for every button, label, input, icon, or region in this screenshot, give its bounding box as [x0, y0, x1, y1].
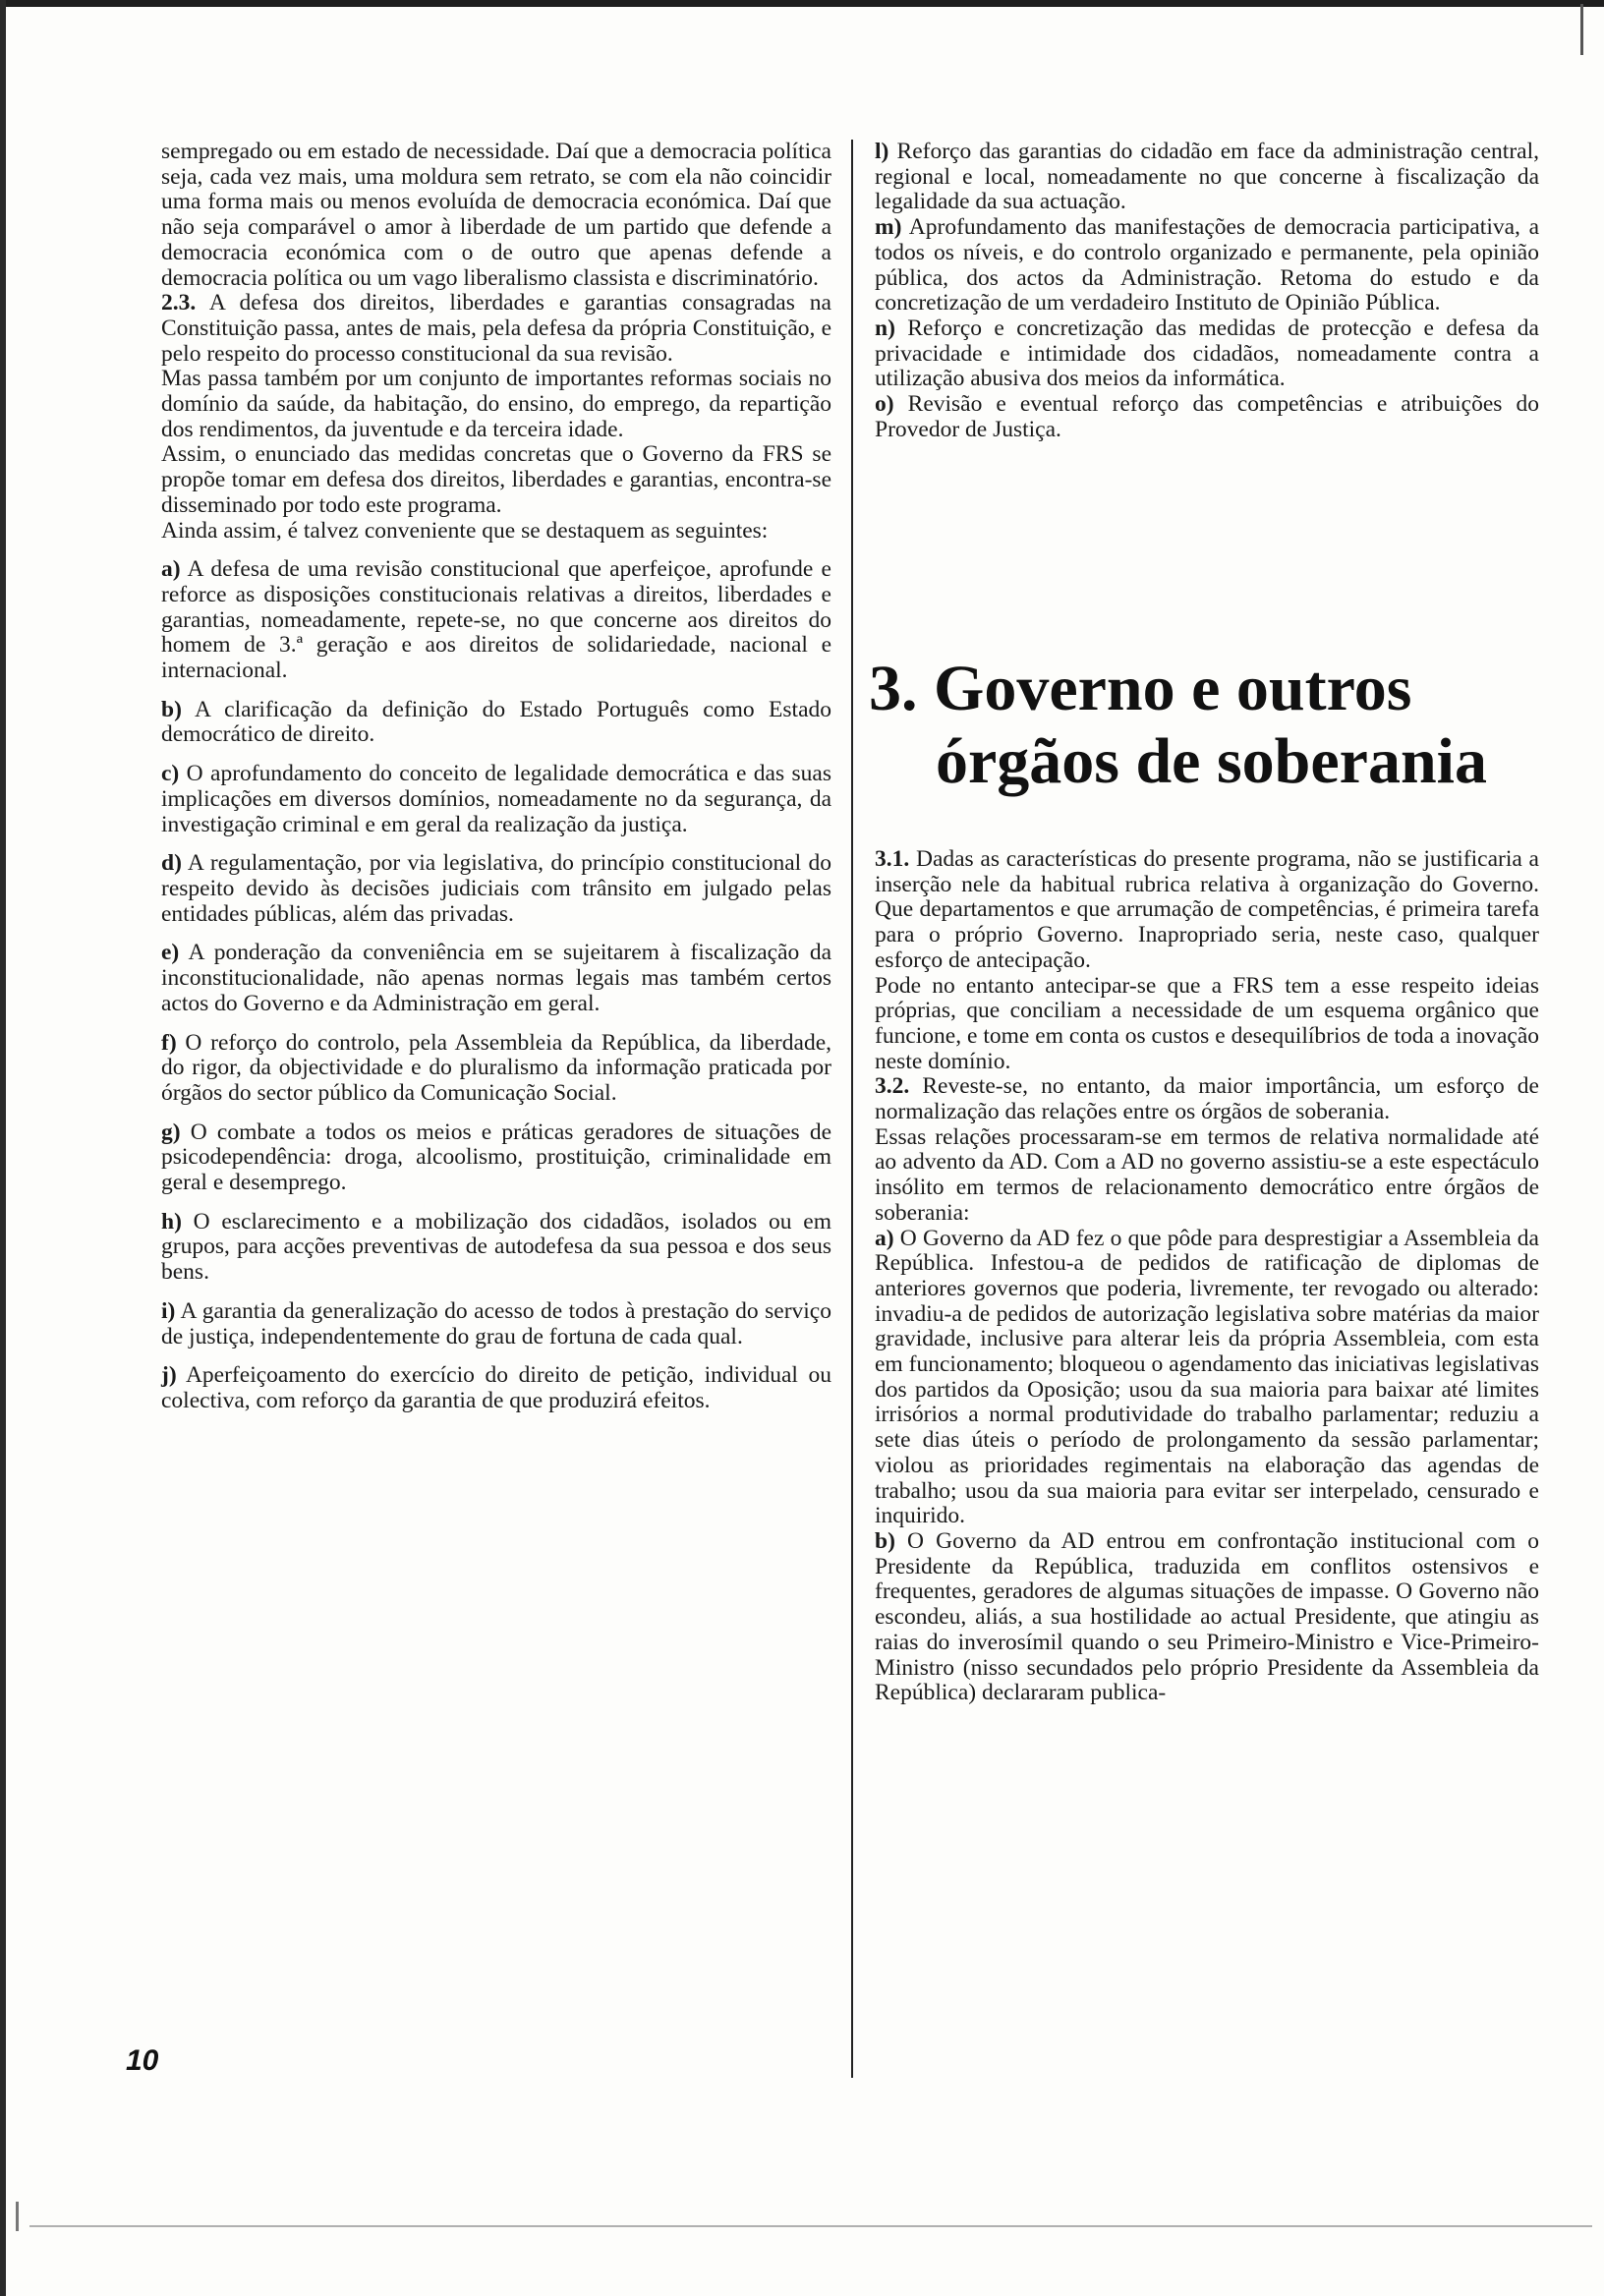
section-heading-line-2: órgãos de soberania [936, 725, 1487, 797]
paragraph-label: 3.1. [875, 846, 910, 872]
paragraph-text: O Governo da AD entrou em confrontação institucional com o Presidente da República, traduzida em conflitos ostensivos e frequentes, geradores de algumas situações de impasse. O Governo não escondeu, aliás, a sua hostilidade ao actual Presidente, que atingiu as raias do inverosímil quando o seu Primeiro-Ministro e Vice-Primeiro-Ministro (nisso secundados pelo próprio Presidente da Assembleia da República) declararam publica- [875, 1527, 1539, 1706]
paragraph-text: A defesa dos direitos, liberdades e garantias consagradas na Constituição passa, antes de mais, pela defesa da própria Constituição, e pelo respeito do processo constitucional da sua revisão. [161, 290, 831, 367]
right-column-bottom [875, 847, 1539, 1706]
paragraph [161, 762, 831, 837]
paragraph-label: n) [875, 315, 895, 341]
paragraph-label: b) [875, 1527, 895, 1554]
paragraph [161, 1031, 831, 1107]
paragraph-label: m) [875, 214, 902, 241]
paragraph [161, 367, 831, 442]
paragraph-text: Reforço e concretização das medidas de protecção e defesa da privacidade e intimidade dos cidadãos, nomeadamente contra a utilização abusiva dos meios da informática. [875, 315, 1539, 392]
paragraph [875, 847, 1539, 974]
paragraph [161, 557, 831, 684]
paragraph-label: g) [161, 1119, 181, 1145]
paragraph-text: A defesa de uma revisão constitucional que aperfeiçoe, aprofunde e reforce as disposições constitucionais relativas a direitos, liberdades e garantias, nomeadamente, repete-se, no que concerne aos direitos do homem de 3.ª geração e aos direitos de solidariedade, nacional e internacional. [161, 556, 831, 684]
paragraph [161, 1210, 831, 1286]
paragraph [161, 291, 831, 367]
paragraph [875, 316, 1539, 392]
paragraph-label: a) [161, 556, 181, 583]
paragraph-text: sempregado ou em estado de necessidade. Daí que a democracia política seja, cada vez mais, uma moldura sem retrato, se com ela não coincidir uma forma mais ou menos evoluída de democracia económica. Daí que não seja comparável o amor à liberdade de um partido que defende a democracia económica com o de outro que apenas defende a democracia política ou um vago liberalismo classista e discriminatório. [161, 139, 831, 291]
paragraph-label: f) [161, 1029, 177, 1056]
right-column-top [875, 140, 1539, 442]
paragraph-text: Essas relações processaram-se em termos de relativa normalidade até ao advento da AD. Com a AD no governo assistiu-se a este espectáculo insólito em termos de relacionamento democrático entre órgãos de soberania: [875, 1123, 1539, 1226]
paragraph-text: Reforço das garantias do cidadão em face da administração central, regional e local, nomeadamente no que concerne à fiscalização da legalidade da sua actuação. [875, 139, 1539, 215]
paragraph-label: b) [161, 696, 182, 722]
paragraph [875, 1227, 1539, 1529]
scan-edge-bottom [29, 2225, 1592, 2227]
paragraph-text: O esclarecimento e a mobilização dos cidadãos, isolados ou em grupos, para acções preventivas de autodefesa da sua pessoa e dos seus bens. [161, 1208, 831, 1286]
paragraph-text: O reforço do controlo, pela Assembleia da República, da liberdade, do rigor, da objectividade e do pluralismo da informação praticada por órgãos do sector público da Comunicação Social. [161, 1029, 831, 1106]
scan-edge-top [0, 0, 1604, 7]
paragraph [161, 140, 831, 291]
paragraph-label: o) [875, 391, 894, 418]
scan-edge-left [0, 0, 6, 2296]
paragraph-text: Pode no entanto antecipar-se que a FRS tem a esse respeito ideias próprias, que conciliam a necessidade de um esquema orgânico que funcione, e tome em conta os custos e desequilíbrios de toda a inovação neste domínio. [875, 972, 1539, 1074]
paragraph-label: e) [161, 940, 180, 966]
paragraph [161, 851, 831, 927]
paragraph [875, 974, 1539, 1075]
paragraph [161, 1120, 831, 1196]
page-number: 10 [126, 2044, 159, 2077]
paragraph-text: A ponderação da conveniência em se sujeitarem à fiscalização da inconstitucionalidade, não apenas normas legais mas também certos actos do Governo e da Administração em geral. [161, 940, 831, 1016]
paragraph-text: O aprofundamento do conceito de legalidade democrática e das suas implicações em diversos domínios, nomeadamente no da segurança, da investigação criminal e em geral da realização da justiça. [161, 761, 831, 837]
paragraph [875, 392, 1539, 442]
paragraph [875, 140, 1539, 215]
paragraph [161, 1299, 831, 1349]
paragraph-text: Reveste-se, no entanto, da maior importância, um esforço de normalização das relações entre os órgãos de soberania. [875, 1073, 1539, 1125]
paragraph-label: j) [161, 1362, 177, 1389]
paragraph-label: h) [161, 1208, 182, 1234]
paragraph-label: d) [161, 850, 182, 877]
scan-mark [1580, 4, 1583, 55]
section-heading [869, 653, 1518, 798]
paragraph [875, 1125, 1539, 1227]
paragraph [161, 941, 831, 1016]
column-divider [851, 140, 853, 2078]
paragraph-text: Mas passa também por um conjunto de importantes reformas sociais no domínio da saúde, da habitação, do ensino, do emprego, da repartição dos rendimentos, da juventude e da terceira idade. [161, 366, 831, 442]
scan-mark [16, 2202, 19, 2231]
paragraph-text: Revisão e eventual reforço das competências e atribuições do Provedor de Justiça. [875, 391, 1539, 442]
paragraph-label: c) [161, 761, 180, 787]
paragraph-text: O Governo da AD fez o que pôde para desprestigiar a Assembleia da República. Infestou-a de pedidos de ratificação de diplomas de anteriores governos que poderia, livremente, ter revogado ou alterado: invadiu-a de pedidos de autorização legislativa sobre matérias da maior gravidade, inclusive para alterar leis da própria Assembleia, com esta em funcionamento; bloqueou o agendamento das iniciativas legislativas dos partidos da Oposição; usou da sua maioria para baixar até limites irrisórios a normal produtividade do trabalho parlamentar; reduziu a sete dias úteis o período de prolongamento da sessão parlamentar; violou as prioridades regimentais na elaboração das agendas de trabalho; usou da sua maioria para evitar ser interpelado, censurado e inquirido. [875, 1225, 1539, 1529]
paragraph [161, 1363, 831, 1413]
section-heading-line-1: 3. Governo e outros [869, 653, 1412, 724]
paragraph-text: A clarificação da definição do Estado Português como Estado democrático de direito. [161, 696, 831, 748]
paragraph-label: l) [875, 139, 889, 164]
left-column [161, 140, 831, 1414]
paragraph [875, 1529, 1539, 1706]
paragraph-label: i) [161, 1297, 176, 1324]
paragraph-text: Aperfeiçoamento do exercício do direito de petição, individual ou colectiva, com reforço da garantia de que produzirá efeitos. [161, 1362, 831, 1413]
paragraph [161, 698, 831, 748]
paragraph [161, 442, 831, 518]
paragraph-text: A regulamentação, por via legislativa, do princípio constitucional do respeito devido às decisões judiciais com trânsito em julgado pelas entidades públicas, além das privadas. [161, 850, 831, 927]
paragraph-label: 3.2. [875, 1073, 910, 1100]
paragraph-text: O combate a todos os meios e práticas geradores de situações de psicodependência: droga, alcoolismo, prostituição, criminalidade em geral e desemprego. [161, 1119, 831, 1196]
paragraph-label: a) [875, 1225, 894, 1251]
paragraph-text: Aprofundamento das manifestações de democracia participativa, a todos os níveis, e do controlo organizado e permanente, pela opinião pública, dos actos da Administração. Retoma do estudo e da concretização de um verdadeiro Instituto de Opinião Pública. [875, 214, 1539, 316]
paragraph [161, 519, 831, 545]
paragraph-text: Assim, o enunciado das medidas concretas que o Governo da FRS se propõe tomar em defesa dos direitos, liberdades e garantias, encontra-se disseminado por todo este programa. [161, 441, 831, 518]
paragraph-text: A garantia da generalização do acesso de todos à prestação do serviço de justiça, independentemente do grau de fortuna de cada qual. [161, 1297, 831, 1349]
paragraph-label: 2.3. [161, 290, 197, 316]
paragraph [875, 215, 1539, 316]
paragraph [875, 1074, 1539, 1124]
paragraph-text: Ainda assim, é talvez conveniente que se destaquem as seguintes: [161, 517, 769, 544]
paragraph-text: Dadas as características do presente programa, não se justificaria a inserção nele da habitual rubrica relativa à organização do Governo. Que departamentos e que arrumação de competências, é primeira tarefa para o próprio Governo. Inapropriado seria, neste caso, qualquer esforço de antecipação. [875, 846, 1539, 973]
